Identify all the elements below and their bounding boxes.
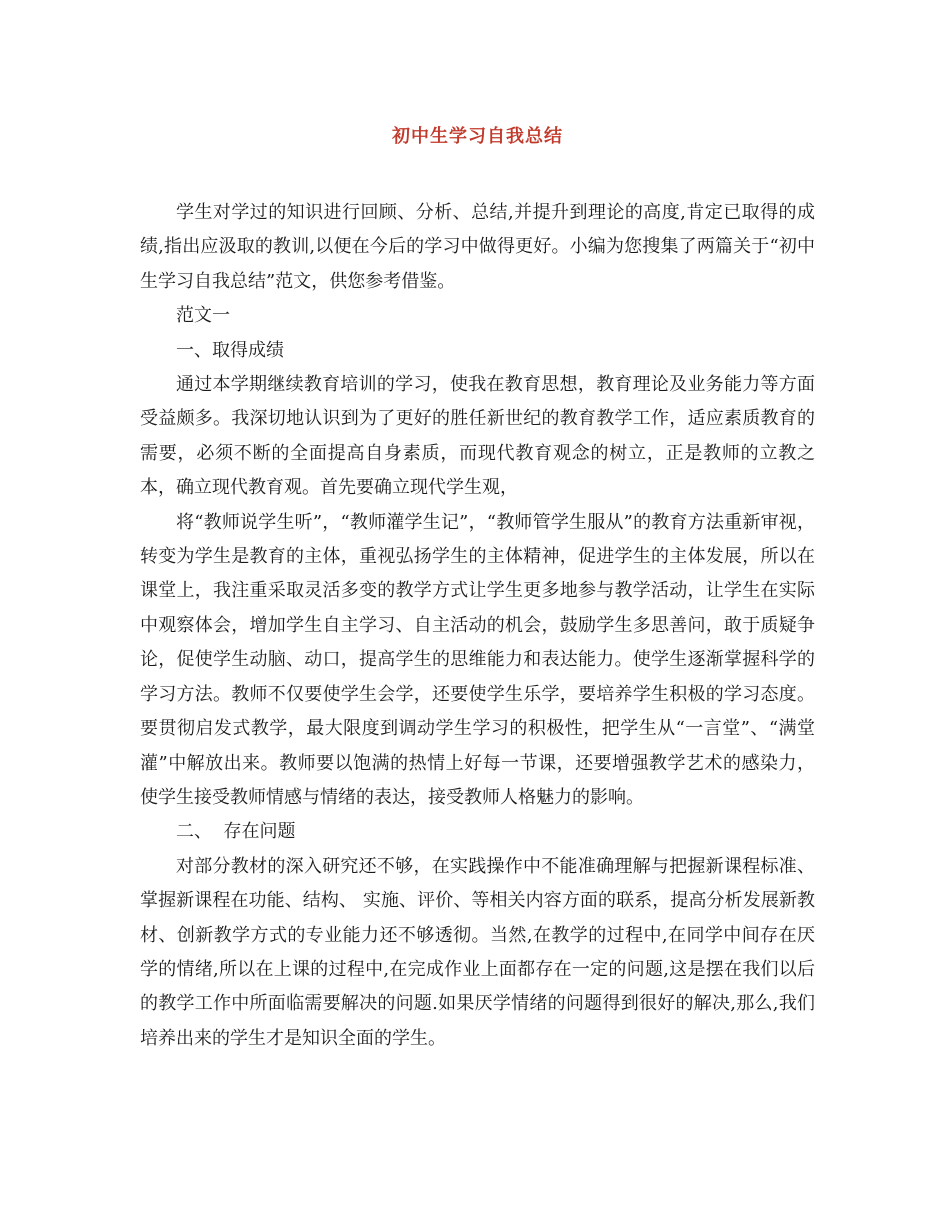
document-body: [140, 196, 815, 1056]
achievements-paragraph-1: 通过本学期继续教育培训的学习，使我在教育思想，教育理论及业务能力等方面受益颇多。我深切地认识到为了更好的胜任新世纪的教育教学工作，适应素质教育的需要，必须不断的全面提高自身素质，而现代教育观念的树立，正是教师的立教之本，确立现代教育观。首先要确立现代学生观，: [140, 374, 815, 499]
intro-paragraph: 学生对学过的知识进行回顾、分析、总结,并提升到理论的高度,肯定已取得的成绩,指出应汲取的教训,以便在今后的学习中做得更好。小编为您搜集了两篇关于“初中生学习自我总结”范文，供您参考借鉴。: [140, 202, 815, 292]
document-title: 初中生学习自我总结: [392, 126, 563, 147]
achievements-paragraph-2: 将“教师说学生听”，“教师灌学生记”，“教师管学生服从”的教育方法重新审视，转变为学生是教育的主体，重视弘扬学生的主体精神，促进学生的主体发展，所以在课堂上，我注重采取灵活多变的教学方式让学生更多地参与教学活动，让学生在实际中观察体会，增加学生自主学习、自主活动的机会，鼓励学生多思善问，敢于质疑争论，促使学生动脑、动口，提高学生的思维能力和表达能力。使学生逐渐掌握科学的学习方法。教师不仅要使学生会学，还要使学生乐学，要培养学生积极的学习态度。要贯彻启发式教学，最大限度到调动学生学习的积极性，把学生从“一言堂”、“满堂灌”中解放出来。教师要以饱满的热情上好每一节课，还要增强教学艺术的感染力，使学生接受教师情感与情绪的表达，接受教师人格魅力的影响。: [140, 511, 815, 808]
heading-achievements: 一、取得成绩: [176, 339, 284, 361]
problems-paragraph: 对部分教材的深入研究还不够，在实践操作中不能准确理解与把握新课程标准、掌握新课程在功能、结构、 实施、评价、等相关内容方面的联系，提高分析发展新教材、创新教学方式的专业能力还不够透彻。当然,在教学的过程中,在同学中间存在厌学的情绪,所以在上课的过程中,在完成作业上面都存在一定的问题,这是摆在我们以后的教学工作中所面临需要解决的问题.如果厌学情绪的问题得到很好的解决,那么,我们培养出来的学生才是知识全面的学生。: [140, 855, 815, 1049]
heading-problems: 二、 存在问题: [176, 821, 296, 843]
section-label-sample-one: 范文一: [176, 305, 230, 327]
